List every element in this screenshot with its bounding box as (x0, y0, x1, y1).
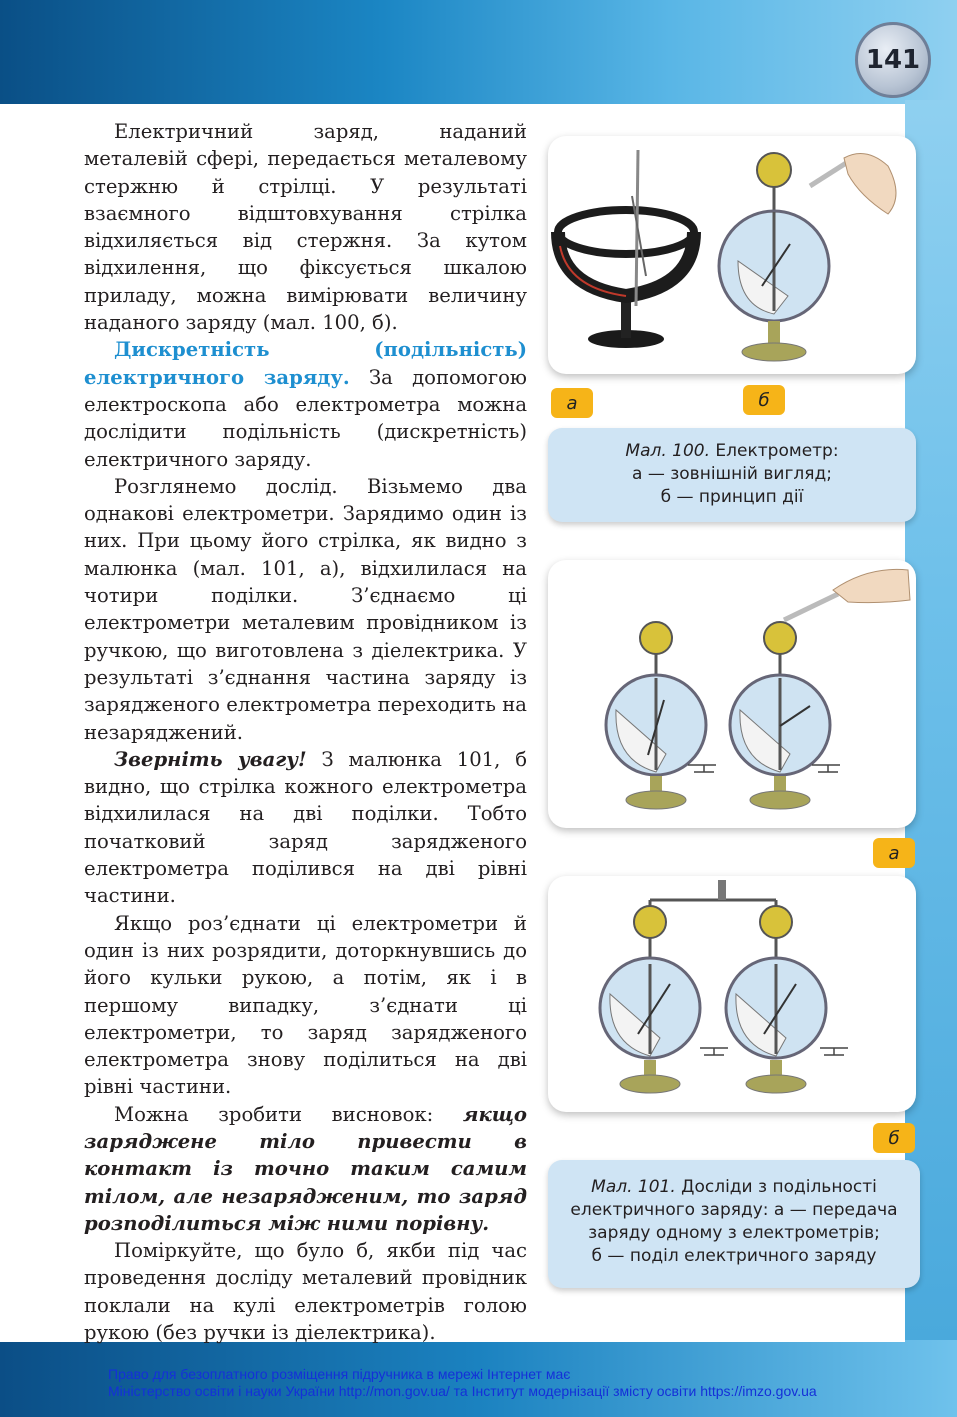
figure-100-caption-label: Мал. 100. (625, 441, 711, 461)
figure-101a-box (548, 560, 916, 828)
figure-101-caption (548, 1160, 920, 1288)
two-electrometers-connected-diagram (548, 876, 916, 1112)
term-discreteness: Дискретність (подільність) електричного заряду. (84, 338, 527, 389)
two-electrometers-charging-diagram (548, 560, 916, 828)
page-header-band (0, 0, 957, 110)
figure-101-caption-title: Досліди з подільності (675, 1177, 877, 1197)
figure-101-caption-line1 (548, 1176, 920, 1199)
figure-100-caption-line3: б — принцип дії (660, 487, 804, 507)
paragraph-3: Розглянемо дослід. Візьмемо два однакові електрометри. Зарядимо один із них. При цьому його стрілка, як видно з малюнка (мал. 101, а), відхилилася на чотири поділки. З’єднаємо ці електрометри металевим провідником із ручкою, що виготовлена з діелектрика. У результаті з’єднання частина заряду із зарядженого електрометра переходить на незаряджений. (84, 474, 527, 744)
paragraph-2 (84, 336, 527, 472)
main-text (84, 118, 527, 1346)
footer-notice (108, 1366, 908, 1400)
paragraph-4-text: З малюнка 101, б видно, що стрілка кожного електрометра відхилилася на дві поділки. Тобто початковий заряд зарядженого електрометра поділився на дві рівні частини. (84, 747, 527, 908)
figure-101-caption-line4: б — поділ електричного заряду (591, 1246, 877, 1266)
figure-100-tag-b: б (743, 385, 785, 415)
page-number: 141 (855, 22, 931, 98)
figure-101-caption-label: Мал. 101. (591, 1177, 676, 1197)
figure-101b-box (548, 876, 916, 1112)
paragraph-2-text: За допомогою електроскопа або електрометра можна дослідити подільність (дискретність) електричного заряду. (84, 365, 527, 471)
conclusion-rule: якщо заряджене тіло привести в контакт із точно таким самим тілом, але незарядженим, то заряд розподілиться між ними порівну. (84, 1102, 527, 1235)
figure-100-caption (548, 428, 916, 522)
figure-100-caption-title: Електрометр: (710, 441, 839, 461)
paragraph-5: Якщо роз’єднати ці електрометри й один із них розрядити, доторкнувшись до його кульки рукою, а потім, як і в першому випадку, з’єднати ці електрометри, то заряд зарядженого електрометра знову поділиться на дві рівні частини. (84, 911, 527, 1099)
paragraph-6 (84, 1101, 527, 1237)
figure-101-tag-a: а (873, 838, 915, 868)
paragraph-1: Електричний заряд, наданий металевій сфері, передається металевому стержню й стрілці. У результаті взаємного відштовхування стрілка відхиляється від стержня. За кутом відхилення, що фіксується шкалою приладу, можна вимірювати величину наданого заряду (мал. 100, б). (84, 120, 527, 335)
conclusion-lead: Можна зробити висновок: (114, 1102, 463, 1126)
attention-lead: Зверніть увагу! (114, 747, 307, 771)
figure-100-tag-a: а (551, 388, 593, 418)
figure-100-box (548, 136, 916, 374)
figure-100-caption-line1 (548, 440, 916, 463)
figure-101-caption-line3: заряду одному з електрометрів; (588, 1223, 880, 1243)
figure-101-tag-b: б (873, 1123, 915, 1153)
footer-line-1: Право для безоплатного розміщення підручника в мережі Інтернет має (108, 1366, 571, 1382)
footer-line-2: Міністерство освіти і науки України http://mon.gov.ua/ та Інститут модернізації змісту освіти https://imzo.gov.ua (108, 1383, 817, 1399)
paragraph-4 (84, 746, 527, 910)
paragraph-7: Поміркуйте, що було б, якби під час проведення досліду металевий провідник поклали на кулі електрометрів голою рукою (без ручки із діелектрика). (84, 1239, 527, 1345)
electrometer-photo-and-diagram (548, 136, 916, 374)
figure-101-caption-line2: електричного заряду: а — передача (570, 1200, 898, 1220)
figure-100-caption-line2: а — зовнішній вигляд; (632, 464, 832, 484)
